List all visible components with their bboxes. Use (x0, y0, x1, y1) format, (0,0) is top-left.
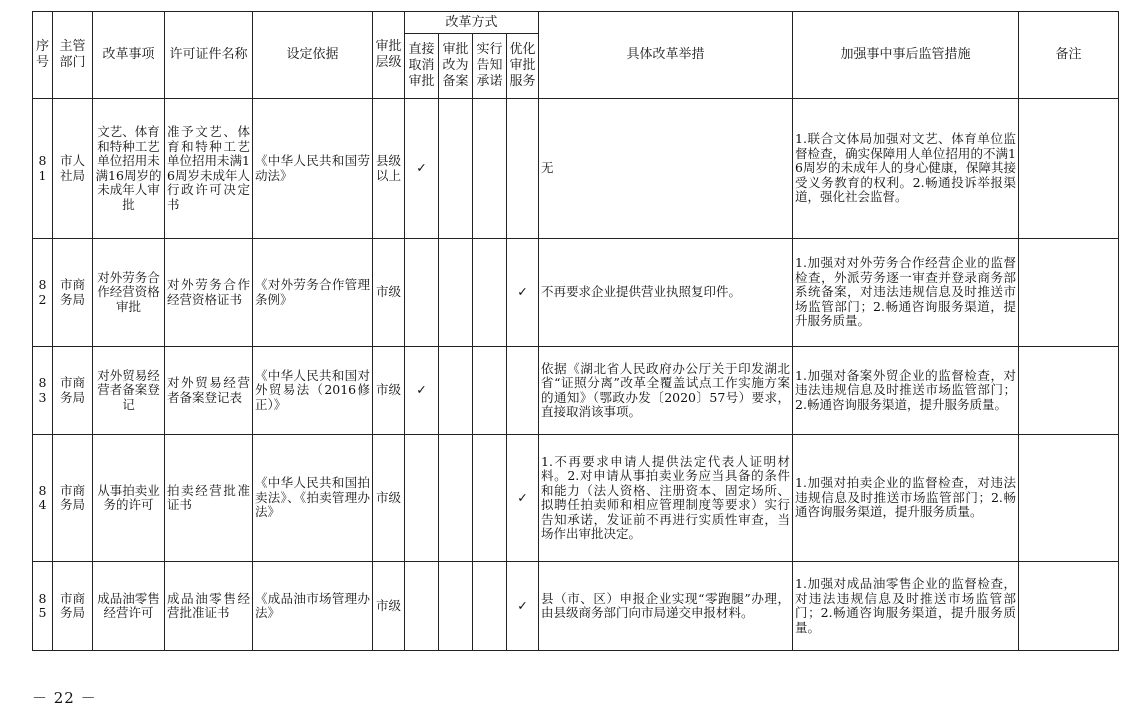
cell-level: 县级以上 (373, 99, 405, 239)
cell-item: 对外贸易经营者备案登记 (93, 347, 165, 435)
cell-supervision: 1.加强对备案外贸企业的监督检查，对违法违规信息及时推送市场监管部门；2.畅通咨询服务渠道，提升服务质量。 (793, 347, 1019, 435)
cell-supervision: 1.联合文体局加强对文艺、体育单位监督检查，确实保障用人单位招用的不满16周岁的未成年人的身心健康，保障其接受义务教育的权利。2.畅通投诉举报渠道，强化社会监督。 (793, 99, 1019, 239)
cell-basis: 《中华人民共和国劳动法》 (253, 99, 373, 239)
cell-seq: 83 (33, 347, 53, 435)
header-basis: 设定依据 (253, 12, 373, 99)
cell-filing (439, 435, 473, 562)
header-item: 改革事项 (93, 12, 165, 99)
cell-item: 文艺、体育和特种工艺单位招用未满16周岁的未成年人审批 (93, 99, 165, 239)
cell-filing (439, 347, 473, 435)
header-seq: 序号 (33, 12, 53, 99)
cell-measures: 县（市、区）申报企业实现“零跑腿”办理，由县级商务部门向市局递交申报材料。 (539, 562, 793, 651)
cell-license: 对外贸易经营者备案登记表 (165, 347, 253, 435)
cell-dept: 市商务局 (53, 435, 93, 562)
cell-promise (473, 239, 507, 347)
cell-remark (1019, 99, 1119, 239)
header-measures: 具体改革举措 (539, 12, 793, 99)
cell-remark (1019, 435, 1119, 562)
cell-basis: 《中华人民共和国拍卖法》、《拍卖管理办法》 (253, 435, 373, 562)
cell-measures: 依据《湖北省人民政府办公厅关于印发湖北省“证照分离”改革全覆盖试点工作实施方案的通知》（鄂政办发〔2020〕57号）要求，直接取消该事项。 (539, 347, 793, 435)
cell-supervision: 1.加强对拍卖企业的监督检查，对违法违规信息及时推送市场监管部门；2.畅通咨询服务渠道，提升服务质量。 (793, 435, 1019, 562)
cell-dept: 市人社局 (53, 99, 93, 239)
table-row (33, 435, 1119, 562)
cell-basis: 《对外劳务合作管理条例》 (253, 239, 373, 347)
page-number: － 22 － (32, 689, 97, 707)
cell-license: 成品油零售经营批准证书 (165, 562, 253, 651)
table-row (33, 562, 1119, 651)
header-reform-group: 改革方式 (405, 12, 539, 34)
table-row (33, 347, 1119, 435)
cell-remark (1019, 239, 1119, 347)
check-icon: ✓ (507, 435, 539, 562)
header-mode-filing: 审批改为备案 (439, 34, 473, 99)
header-license: 许可证件名称 (165, 12, 253, 99)
cell-license: 对外劳务合作经营资格证书 (165, 239, 253, 347)
cell-dept: 市商务局 (53, 562, 93, 651)
check-icon: ✓ (405, 99, 439, 239)
cell-basis: 《成品油市场管理办法》 (253, 562, 373, 651)
cell-basis: 《中华人民共和国对外贸易法（2016修正）》 (253, 347, 373, 435)
cell-promise (473, 562, 507, 651)
cell-level: 市级 (373, 347, 405, 435)
check-icon: ✓ (507, 562, 539, 651)
cell-level: 市级 (373, 239, 405, 347)
header-row-1 (33, 12, 1119, 34)
header-mode-optimize: 优化审批服务 (507, 34, 539, 99)
header-mode-promise: 实行告知承诺 (473, 34, 507, 99)
cell-remark (1019, 562, 1119, 651)
cell-level: 市级 (373, 562, 405, 651)
cell-seq: 82 (33, 239, 53, 347)
cell-item: 从事拍卖业务的许可 (93, 435, 165, 562)
header-mode-cancel: 直接取消审批 (405, 34, 439, 99)
cell-level: 市级 (373, 435, 405, 562)
table-row (33, 239, 1119, 347)
cell-promise (473, 347, 507, 435)
cell-supervision: 1.加强对成品油零售企业的监督检查，对违法违规信息及时推送市场监管部门；2.畅通咨询服务渠道，提升服务质量。 (793, 562, 1019, 651)
check-icon: ✓ (507, 239, 539, 347)
cell-license: 准予文艺、体育和特种工艺单位招用未满16周岁未成年人行政许可决定书 (165, 99, 253, 239)
cell-cancel (405, 239, 439, 347)
cell-seq: 85 (33, 562, 53, 651)
header-supervision: 加强事中事后监管措施 (793, 12, 1019, 99)
cell-filing (439, 562, 473, 651)
cell-item: 成品油零售经营许可 (93, 562, 165, 651)
cell-promise (473, 435, 507, 562)
header-remark: 备注 (1019, 12, 1119, 99)
table-row (33, 99, 1119, 239)
cell-license: 拍卖经营批准证书 (165, 435, 253, 562)
cell-dept: 市商务局 (53, 347, 93, 435)
cell-measures: 无 (539, 99, 793, 239)
cell-cancel (405, 435, 439, 562)
cell-cancel (405, 562, 439, 651)
cell-measures: 1.不再要求申请人提供法定代表人证明材料。2.对申请从事拍卖业务应当具备的条件和能力（法人资格、注册资本、固定场所、拟聘任拍卖师和相应管理制度等要求）实行告知承诺，发证前不再进行实质性审查，当场作出审批决定。 (539, 435, 793, 562)
cell-item: 对外劳务合作经营资格审批 (93, 239, 165, 347)
cell-remark (1019, 347, 1119, 435)
header-level: 审批层级 (373, 12, 405, 99)
cell-optimize (507, 99, 539, 239)
reform-table (32, 11, 1119, 651)
cell-measures: 不再要求企业提供营业执照复印件。 (539, 239, 793, 347)
cell-optimize (507, 347, 539, 435)
cell-supervision: 1.加强对对外劳务合作经营企业的监督检查，外派劳务逐一审查并登录商务部系统备案，对违法违规信息及时推送市场监管部门；2.畅通咨询服务渠道，提升服务质量。 (793, 239, 1019, 347)
cell-seq: 84 (33, 435, 53, 562)
header-dept: 主管部门 (53, 12, 93, 99)
cell-filing (439, 239, 473, 347)
cell-seq: 81 (33, 99, 53, 239)
cell-filing (439, 99, 473, 239)
cell-promise (473, 99, 507, 239)
cell-dept: 市商务局 (53, 239, 93, 347)
check-icon: ✓ (405, 347, 439, 435)
